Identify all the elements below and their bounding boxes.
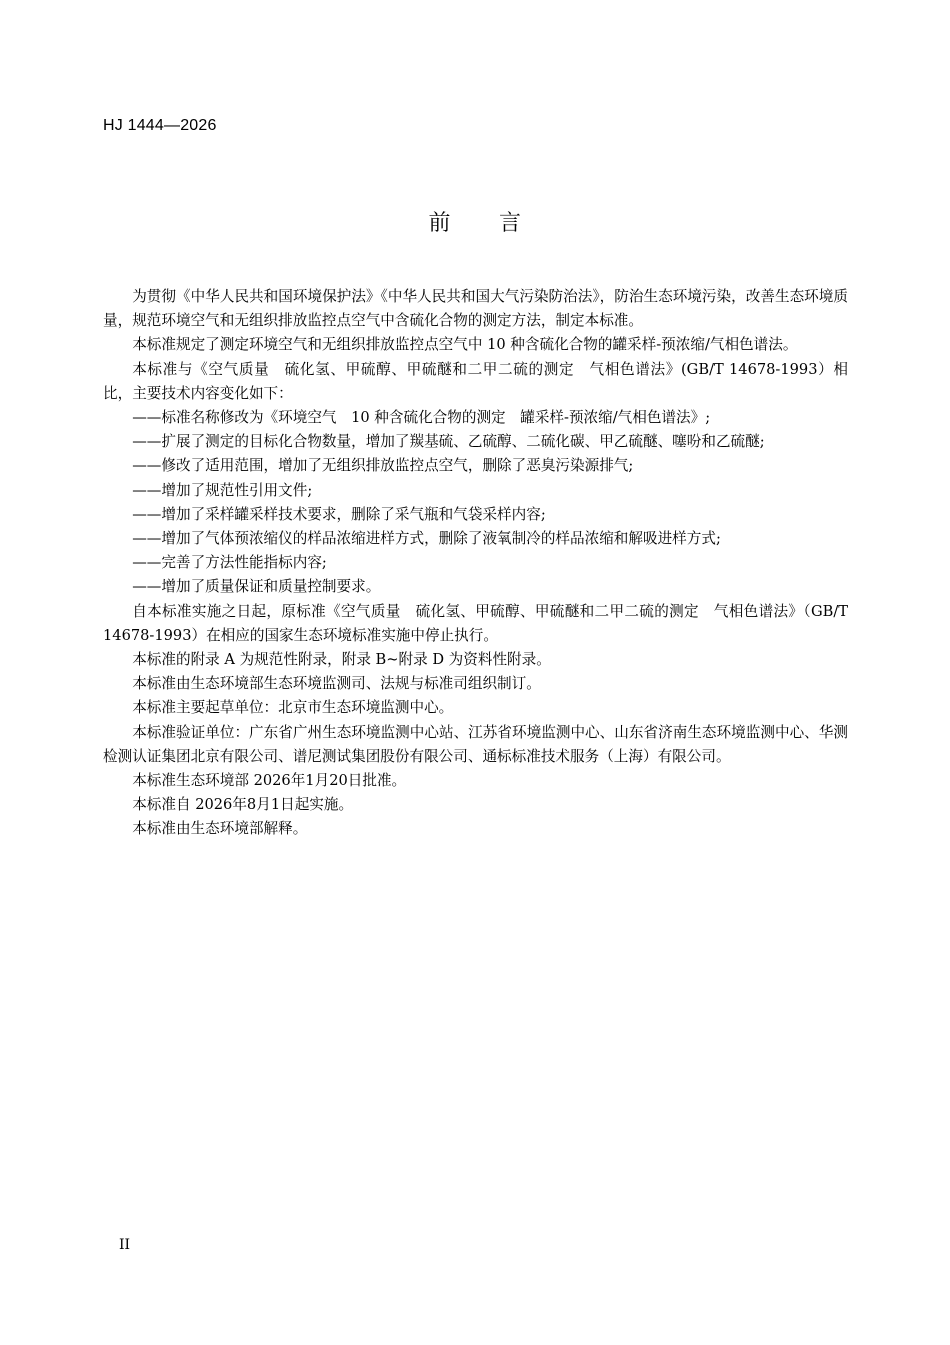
title-char-1: 前 [428,211,451,236]
paragraph-verifiers: 本标准验证单位：广东省广州生态环境监测中心站、江苏省环境监测中心、山东省济南生态环境监测中心、华测检测认证集团北京有限公司、谱尼测试集团股份有限公司、通标标准技术服务（上海）有限公司。 [103,723,848,765]
change-item: ——完善了方法性能指标内容; [132,554,327,572]
paragraph-purpose: 为贯彻《中华人民共和国环境保护法》《中华人民共和国大气污染防治法》，防治生态环境污染，改善生态环境质量，规范环境空气和无组织排放监控点空气中含硫化合物的测定方法，制定本标准。 [103,288,848,330]
paragraph-appendix: 本标准的附录 A 为规范性附录，附录 B~附录 D 为资料性附录。 [132,651,551,669]
paragraph-comparison: 本标准与《空气质量 硫化氢、甲硫醇、甲硫醚和二甲二硫的测定 气相色谱法》(GB/T 14678-1993）相比，主要技术内容变化如下： [103,360,848,402]
standard-code: HJ 1444—2026 [103,117,217,134]
page-number: II [119,1237,131,1253]
change-item: ——增加了采样罐采样技术要求，删除了采气瓶和气袋采样内容; [132,505,546,523]
paragraph-drafter: 本标准主要起草单位：北京市生态环境监测中心。 [132,699,454,717]
change-item: ——增加了气体预浓缩仪的样品浓缩进样方式，删除了液氧制冷的样品浓缩和解吸进样方式; [132,530,721,548]
paragraph-scope: 本标准规定了测定环境空气和无组织排放监控点空气中 10 种含硫化合物的罐采样-预浓缩/气相色谱法。 [132,336,798,354]
change-item: ——扩展了测定的目标化合物数量，增加了羰基硫、乙硫醇、二硫化碳、甲乙硫醚、噻吩和乙硫醚; [132,433,765,451]
change-item: ——标准名称修改为《环境空气 10 种含硫化合物的测定 罐采样-预浓缩/气相色谱法》; [132,409,711,427]
page-title [0,209,950,239]
paragraph-supersede: 自本标准实施之日起，原标准《空气质量 硫化氢、甲硫醇、甲硫醚和二甲二硫的测定 气相色谱法》（GB/T 14678-1993）在相应的国家生态环境标准实施中停止执行。 [103,602,848,644]
change-item: ——修改了适用范围，增加了无组织排放监控点空气，删除了恶臭污染源排气; [132,457,634,475]
paragraph-approval-date: 本标准生态环境部 2026年1月20日批准。 [132,772,407,790]
foreword-body [103,285,848,842]
paragraph-effective-date: 本标准自 2026年8月1日起实施。 [132,796,354,814]
paragraph-interpretation: 本标准由生态环境部解释。 [132,820,308,838]
change-item: ——增加了质量保证和质量控制要求。 [132,578,381,596]
paragraph-organizer: 本标准由生态环境部生态环境监测司、法规与标准司组织制订。 [132,675,541,693]
title-char-2: 言 [499,211,522,236]
change-item: ——增加了规范性引用文件; [132,481,313,499]
